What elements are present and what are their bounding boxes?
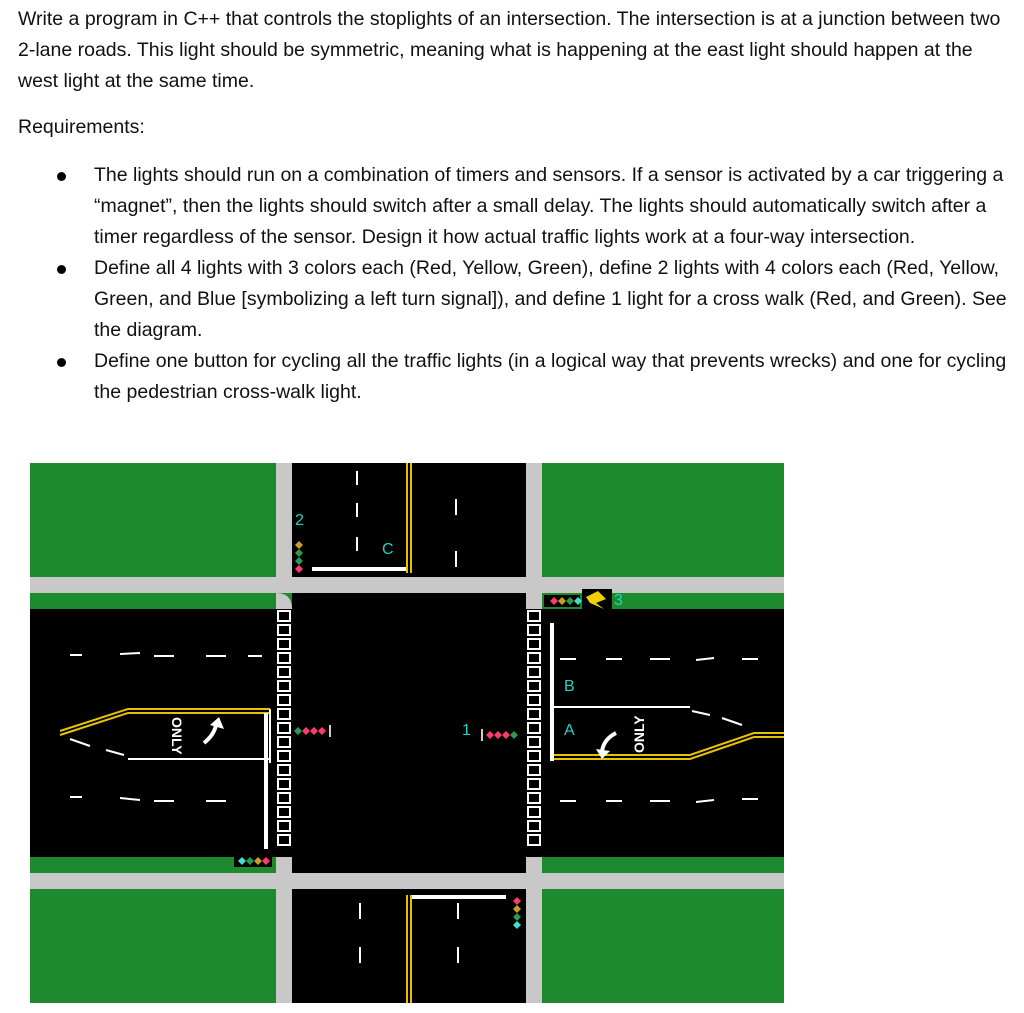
only-marking-east: ONLY <box>631 715 647 753</box>
grass-ne-bottom <box>542 889 784 1003</box>
requirements-list <box>0 160 1024 408</box>
traffic-light-south <box>510 895 524 933</box>
stop-line-north <box>312 567 406 571</box>
bullet-icon <box>57 265 66 274</box>
stop-line-west <box>264 713 268 849</box>
requirement-text: The lights should run on a combination of timers and sensors. If a sensor is activated by a car triggering a “magnet”, then the lights should switch after a small delay. The lights should automatically switch after a timer regardless of the sensor. Design it how actual traffic lights work at a four-way intersection. <box>94 164 1004 248</box>
sidewalk-north <box>292 577 526 593</box>
sensor-label-b: B <box>564 678 575 695</box>
requirement-text: Define all 4 lights with 3 colors each (Red, Yellow, Green), define 2 lights with 4 colors each (Red, Yellow, Green, and Blue [symbolizing a left turn signal]), and define 1 light for a cross walk (Red, and Green). See the diagram. <box>94 257 1007 341</box>
crosswalk-signal <box>582 589 612 611</box>
traffic-light-3 <box>544 595 582 607</box>
traffic-light-2 <box>292 539 306 575</box>
requirement-item <box>0 160 1024 253</box>
grass-sw <box>30 889 276 1003</box>
sidewalk-south <box>292 873 526 889</box>
grass-nw <box>30 463 276 577</box>
intersection-diagram <box>30 463 784 1003</box>
grass-ne <box>542 463 784 577</box>
bullet-icon <box>57 172 66 181</box>
sensor-label-c: C <box>382 541 394 558</box>
requirement-item <box>0 346 1024 408</box>
bullet-icon <box>57 358 66 367</box>
requirement-text: Define one button for cycling all the traffic lights (in a logical way that prevents wrecks) and one for cycling the pedestrian cross-walk light. <box>94 350 1007 403</box>
grass-strip-se <box>542 857 784 873</box>
requirement-item <box>0 253 1024 346</box>
light-label-1: 1 <box>462 722 471 739</box>
light-label-2: 2 <box>295 512 304 529</box>
traffic-light-sw <box>234 855 272 867</box>
requirements-heading: Requirements: <box>18 116 145 138</box>
grass-strip-nw <box>30 593 276 609</box>
sensor-label-a: A <box>564 722 575 739</box>
light-label-3: 3 <box>614 592 623 609</box>
horizontal-road <box>30 609 784 857</box>
intro-paragraph: Write a program in C++ that controls the stoplights of an intersection. The intersection is at a junction between two 2-lane roads. This light should be symmetric, meaning what is happening at the east light should happen at the west light at the same time. <box>18 8 1001 92</box>
stop-line-east <box>550 623 554 761</box>
stop-line-south <box>412 895 506 899</box>
only-marking-west: ONLY <box>169 717 185 755</box>
